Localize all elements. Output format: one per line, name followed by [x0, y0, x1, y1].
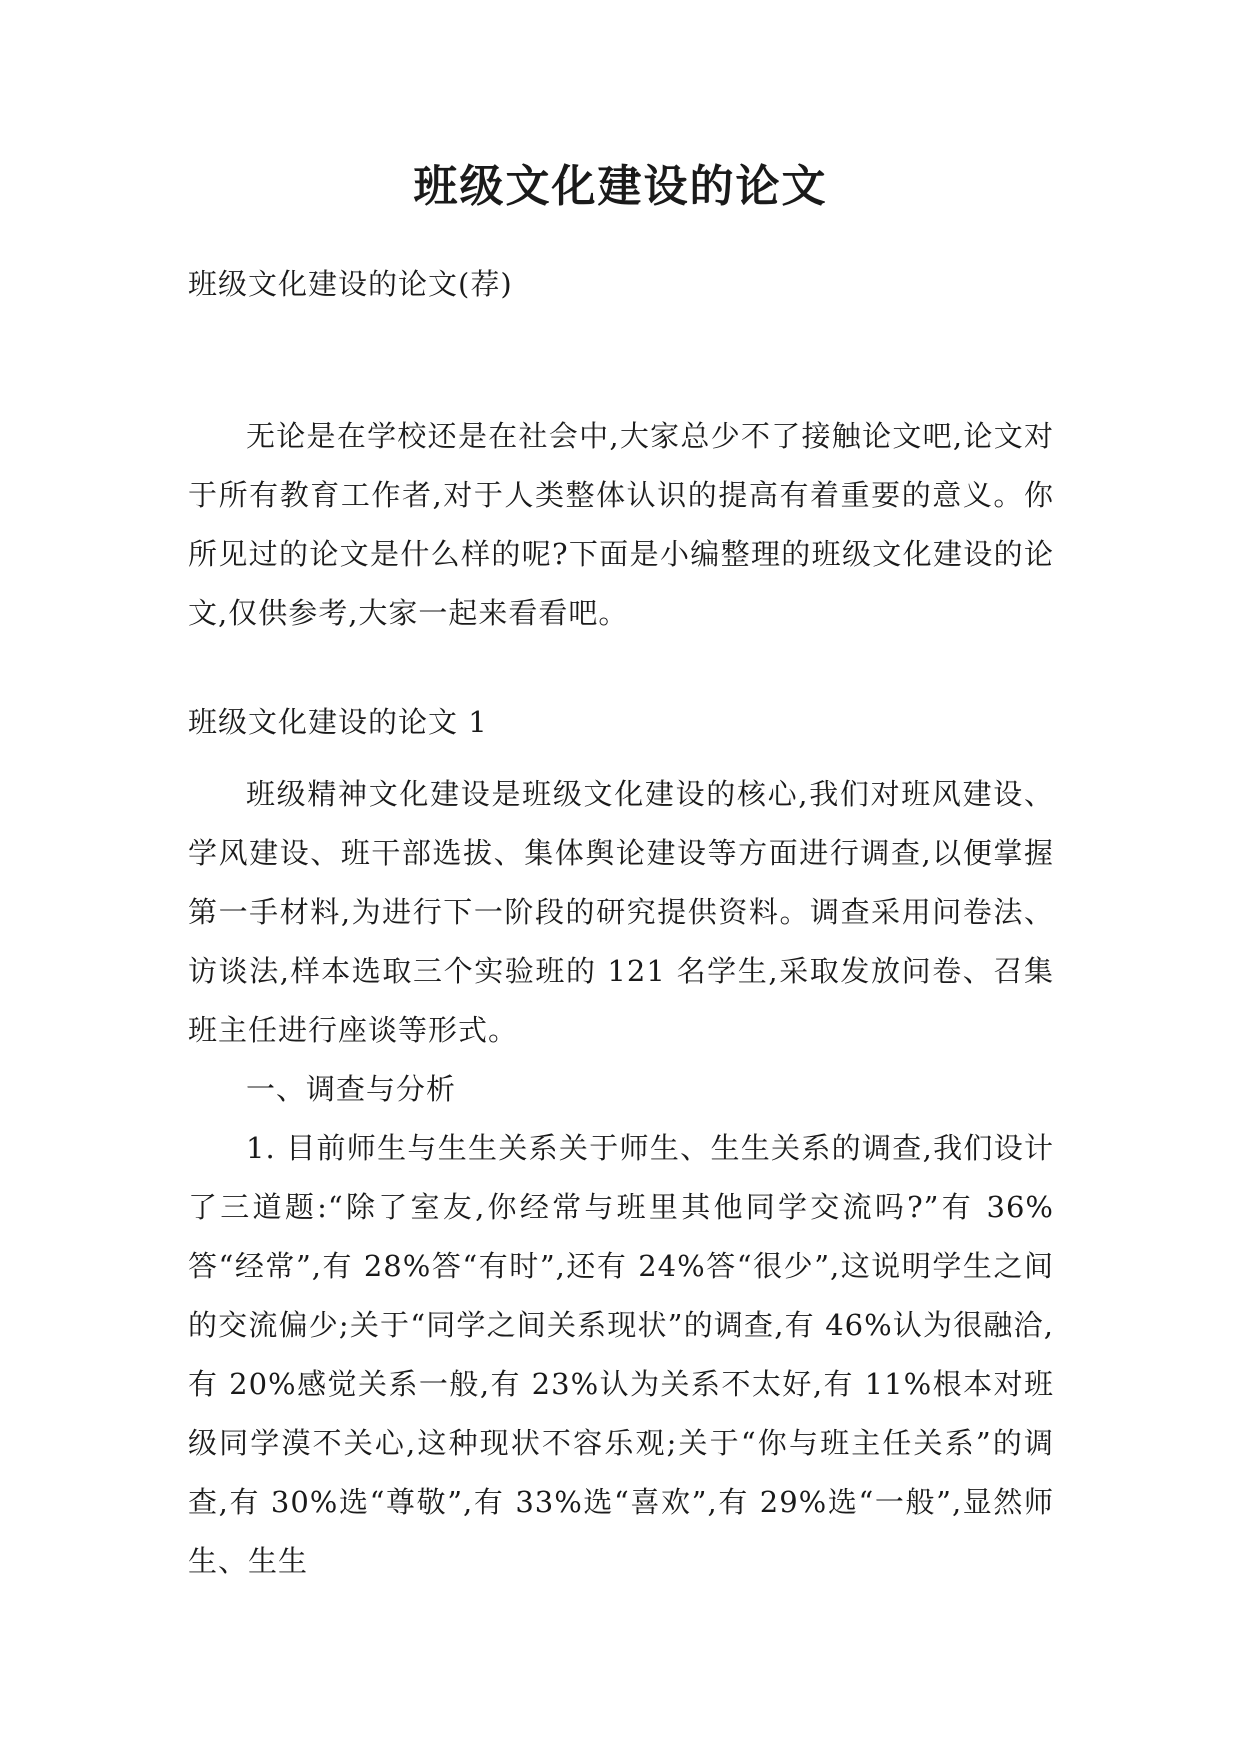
subheading: 一、调查与分析: [246, 1072, 457, 1106]
intro-paragraph: 无论是在学校还是在社会中,大家总少不了接触论文吧,论文对于所有教育工作者,对于人类整体认识的提高有着重要的意义。你所见过的论文是什么样的呢?下面是小编整理的班级文化建设的论文,仅供参考,大家一起来看看吧。: [188, 419, 1054, 630]
document-title: 班级文化建设的论文: [413, 161, 828, 212]
document-subtitle: 班级文化建设的论文(荐): [188, 267, 513, 301]
paragraph: 班级精神文化建设是班级文化建设的核心,我们对班风建设、学风建设、班干部选拔、集体舆论建设等方面进行调查,以便掌握第一手材料,为进行下一阶段的研究提供资料。调查采用问卷法、访谈法,样本选取三个实验班的 121 名学生,采取发放问卷、召集班主任进行座谈等形式。: [188, 777, 1054, 1047]
section-body: [188, 765, 1054, 1591]
paragraph: 1. 目前师生与生生关系关于师生、生生关系的调查,我们设计了三道题:“除了室友,你经常与班里其他同学交流吗?”有 36%答“经常”,有 28%答“有时”,还有 24%答“很少”,这说明学生之间的交流偏少;关于“同学之间关系现状”的调查,有 46%认为很融洽,有 20%感觉关系一般,有 23%认为关系不太好,有 11%根本对班级同学漠不关心,这种现状不容乐观;关于“你与班主任关系”的调查,有 30%选“尊敬”,有 33%选“喜欢”,有 29%选“一般”,显然师生、生生: [188, 1131, 1054, 1578]
section-heading: 班级文化建设的论文 1: [188, 705, 488, 739]
